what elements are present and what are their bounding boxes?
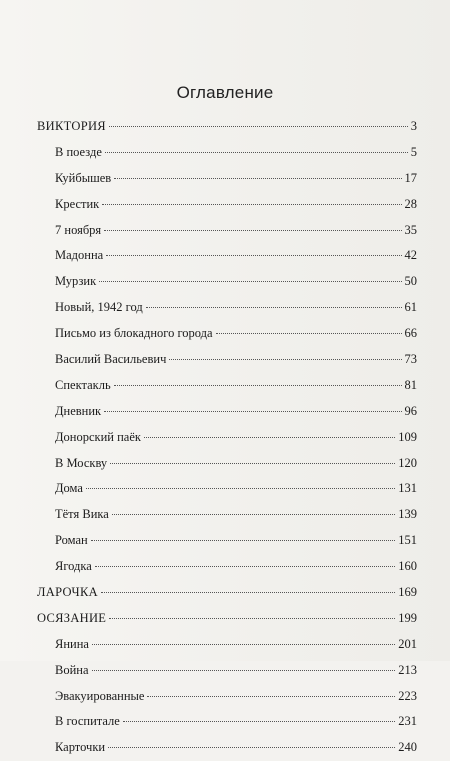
toc-leader-dots <box>108 746 395 748</box>
toc-entry-label: ВИКТОРИЯ <box>37 119 106 133</box>
toc-leader-dots <box>101 591 395 593</box>
toc-leader-dots <box>105 151 408 153</box>
toc-entry-label: Дневник <box>55 403 102 418</box>
toc-leader-dots <box>92 669 396 671</box>
toc-entry-label: ОСЯЗАНИЕ <box>37 610 107 625</box>
toc-leader-dots <box>144 436 395 438</box>
toc-chapter-entry <box>37 269 417 295</box>
toc-part-entry <box>37 580 417 606</box>
toc-leader-dots <box>147 695 395 697</box>
toc-entry-label: Мадонна <box>55 248 104 263</box>
toc-leader-dots <box>109 125 408 127</box>
toc-entry-page-number: 120 <box>398 455 417 470</box>
toc-chapter-entry <box>37 166 417 192</box>
toc-entry-page-number: 223 <box>398 688 417 703</box>
toc-chapter-entry <box>37 632 417 658</box>
toc-entry-page-number: 3 <box>410 119 417 133</box>
toc-chapter-entry <box>37 425 417 451</box>
toc-chapter-entry <box>37 373 417 399</box>
toc-entry-label: В госпитале <box>55 714 120 729</box>
toc-chapter-entry <box>37 243 417 269</box>
toc-entry-page-number: 61 <box>404 300 417 315</box>
toc-leader-dots <box>216 332 402 334</box>
toc-leader-dots <box>91 539 396 541</box>
toc-entry-page-number: 81 <box>404 377 417 392</box>
toc-leader-dots <box>99 280 401 282</box>
toc-chapter-entry <box>37 192 417 218</box>
toc-entry-label: Новый, 1942 год <box>55 300 143 315</box>
toc-entry-page-number: 17 <box>404 170 417 185</box>
toc-chapter-entry <box>37 554 417 580</box>
toc-leader-dots <box>112 513 395 515</box>
toc-entry-page-number: 151 <box>398 533 417 548</box>
toc-entry-page-number: 73 <box>404 352 417 367</box>
toc-entry-page-number: 66 <box>404 326 417 341</box>
toc-entry-page-number: 42 <box>404 248 417 263</box>
toc-entry-label: Донорский паёк <box>55 429 141 444</box>
toc-part-entry <box>37 114 417 140</box>
toc-chapter-entry <box>37 321 417 347</box>
toc-chapter-entry <box>37 658 417 684</box>
toc-entry-page-number: 240 <box>398 740 417 755</box>
toc-chapter-entry <box>37 502 417 528</box>
toc-chapter-entry <box>37 218 417 244</box>
toc-leader-dots <box>104 229 401 231</box>
toc-entry-label: 7 ноября <box>55 222 102 237</box>
toc-entry-label: Мурзик <box>55 274 97 289</box>
toc-entry-label: Дома <box>55 481 83 496</box>
toc-entry-label: В Москву <box>55 455 108 470</box>
toc-chapter-entry <box>37 528 417 554</box>
toc-entry-page-number: 109 <box>398 429 417 444</box>
toc-leader-dots <box>102 203 401 205</box>
toc-leader-dots <box>95 565 395 567</box>
toc-chapter-entry <box>37 140 417 166</box>
toc-chapter-entry <box>37 476 417 502</box>
toc-entry-label: Спектакль <box>55 377 111 392</box>
toc-leader-dots <box>114 384 402 386</box>
toc-entry-page-number: 160 <box>398 559 417 574</box>
toc-entry-page-number: 201 <box>398 636 417 651</box>
toc-entry-label: Война <box>55 662 89 677</box>
toc-entry-page-number: 169 <box>398 585 417 600</box>
toc-entry-page-number: 199 <box>398 610 417 625</box>
toc-entry-page-number: 28 <box>404 196 417 211</box>
toc-leader-dots <box>86 487 395 489</box>
toc-chapter-entry <box>37 735 417 761</box>
toc-leader-dots <box>169 358 401 360</box>
toc-entry-label: Куйбышев <box>55 170 112 185</box>
toc-entry-label: Ягодка <box>55 559 92 574</box>
toc-chapter-entry <box>37 295 417 321</box>
toc-chapter-entry <box>37 347 417 373</box>
toc-leader-dots <box>109 617 395 619</box>
toc-chapter-entry <box>37 709 417 735</box>
toc-leader-dots <box>104 410 401 412</box>
toc-entry-label: Карточки <box>55 740 106 755</box>
page-title: Оглавление <box>176 83 274 102</box>
toc-entry-page-number: 50 <box>404 274 417 289</box>
toc-entry-label: Тётя Вика <box>55 507 109 522</box>
toc-chapter-entry <box>37 451 417 477</box>
toc-chapter-entry <box>37 684 417 710</box>
toc-leader-dots <box>146 306 402 308</box>
toc-leader-dots <box>123 720 395 722</box>
toc-entry-label: Эвакуированные <box>55 688 145 703</box>
toc-entry-page-number: 231 <box>398 714 417 729</box>
toc-entry-page-number: 96 <box>404 403 417 418</box>
toc-entry-label: ЛАРОЧКА <box>37 585 98 600</box>
toc-entry-label: Василий Васильевич <box>55 352 167 367</box>
toc-entry-page-number: 5 <box>410 144 417 159</box>
toc-entry-label: Крестик <box>55 196 100 211</box>
toc-entry-label: Янина <box>55 636 89 651</box>
toc-entry-page-number: 35 <box>404 222 417 237</box>
table-of-contents <box>37 114 417 761</box>
toc-entry-label: В поезде <box>55 144 102 159</box>
toc-entry-page-number: 131 <box>398 481 417 496</box>
toc-part-entry <box>37 606 417 632</box>
toc-chapter-entry <box>37 399 417 425</box>
toc-entry-label: Роман <box>55 533 88 548</box>
toc-entry-page-number: 213 <box>398 662 417 677</box>
toc-entry-label: Письмо из блокадного города <box>55 326 213 341</box>
toc-leader-dots <box>110 462 395 464</box>
toc-leader-dots <box>114 177 401 179</box>
toc-entry-page-number: 139 <box>398 507 417 522</box>
toc-leader-dots <box>106 254 401 256</box>
toc-leader-dots <box>92 643 395 645</box>
